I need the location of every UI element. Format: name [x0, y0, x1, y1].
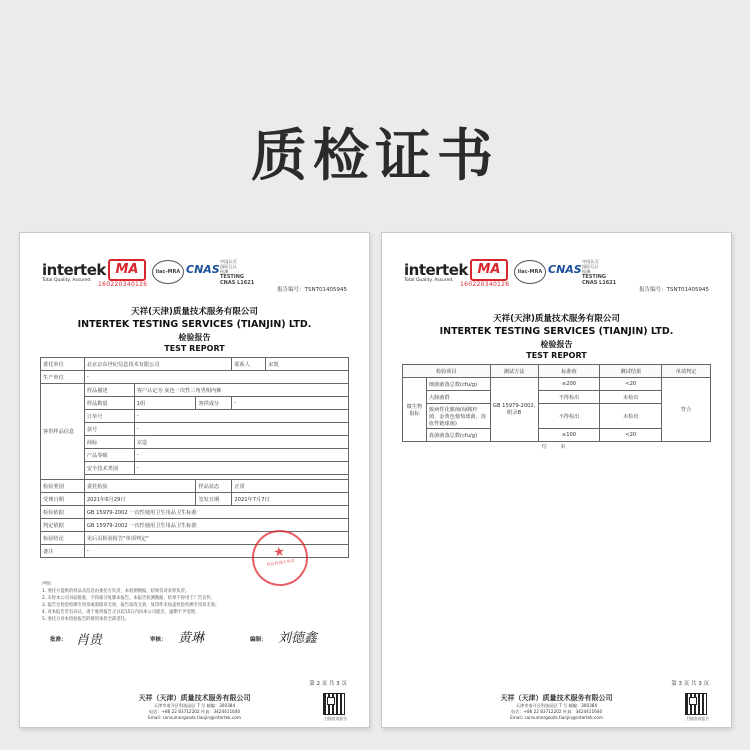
report-titles: 天祥(天津)质量技术服务有限公司 INTERTEK TESTING SERVICES (TIANJIN) LTD. 检验报告 TEST REPORT [77, 307, 312, 353]
qr-caption: 扫描查询报告 [324, 716, 347, 721]
page-heading: 质检证书 [251, 124, 499, 189]
report-notes: 声明： 1. 委托方提供的样品及信息由委托方负责，本检测数据、结果仅对来样负责。 2. 未经本公司书面批准，不得部分复制本报告。本报告检测数据、结果不得用于广告宣传。 3. 报告无检验检测专用章或骑缝章无效，报告涂改无效，复印件未加盖检验检测专用章无效。 4. 对本报告若有异议，请于收到报告之日起15日内向本公司提出，逾期不予受理。 5. 委托方对本检验报告的使用承担全部责任。 [42, 582, 220, 622]
report-titles: 天祥(天津)质量技术服务有限公司 INTERTEK TESTING SERVICES (TIANJIN) LTD. 检验报告 TEST REPORT [439, 314, 674, 360]
report-info-table: 委托单位 北京京东世纪信息技术有限公司 联系人 宋凯 生产单位 - 客供样品信息 样品描述 客户认定为 灰色一次性三角男相内裤 样品数量 1组 客供成分 - 订单号 - 款号 - 商标 京造 产品等级 - 安全技术类别 - 检验类别 委托检验 样品状态 正常 受理日期 2021年6月29日 签发日期 2021年7月7日 检验依据 GB 15979-2002 一次性使用卫生用品卫生标准 判定依据 GB 15979-2002 一次性使用卫生用品卫生标准 检验结论 见后页检验报告"单项判定" 备注 - [40, 357, 349, 558]
end-mark: 结 束 [541, 444, 572, 450]
review-signature: 黄琳 [178, 631, 205, 646]
cnas-logo: CNAS [548, 263, 582, 276]
page-number: 第 2 页 共 3 页 [309, 681, 347, 687]
report-page-2 [19, 232, 370, 728]
ma-number: 160220340126 [98, 281, 148, 288]
intertek-logo: intertek Total Quality. Assured. [404, 261, 468, 283]
ma-number: 160220340126 [460, 281, 510, 288]
qr-code-icon [685, 693, 707, 715]
cnas-text: 中国认可 国际互认 检测 TESTING CNAS L1621 [220, 259, 255, 286]
report-footer: 天祥（天津）质量技术服务有限公司 天津市南开区科技园区 7 号 邮编：300384 电话：+86 22 83712202 传真：3424411640 Email: consumergoods.tianjin@intertek.com [138, 694, 251, 720]
table-row: 细菌菌落总数(cfu/g) [426, 378, 490, 391]
prepare-label: 编制： [250, 637, 267, 643]
ma-logo: MA [470, 259, 508, 281]
inspection-stamp: ★ 检验检测专用章 [248, 526, 311, 589]
review-label: 审核： [150, 637, 167, 643]
table-row: 真菌菌落总数(cfu/g) [426, 429, 490, 442]
qr-code-icon [323, 693, 345, 715]
qr-caption: 扫描查询报告 [686, 716, 709, 721]
ilac-logo: ilac-MRA [152, 260, 184, 284]
report-number: 报告编号：TSNT01405945 [639, 287, 709, 293]
cnas-text: 中国认可 国际互认 检测 TESTING CNAS L1621 [582, 259, 617, 286]
approve-label: 批准： [50, 637, 67, 643]
cnas-logo: CNAS [186, 263, 220, 276]
prepare-signature: 刘德鑫 [278, 631, 318, 646]
group-label: 微生物指标 [403, 378, 427, 442]
approve-signature: 肖贵 [76, 633, 103, 648]
table-row: 致病性化脓菌(绿脓杆菌、金黄色葡萄球菌、溶血性链球菌) [426, 404, 490, 429]
ma-logo: MA [108, 259, 146, 281]
star-icon: ★ [272, 544, 287, 561]
test-results-table: 检验项目 测试方法 标准值 测试结果 单项判定 微生物指标 细菌菌落总数(cfu/g) GB 15979-2002,附录B ≤200 <20 符合 大肠菌群 不得检出 未检出 致病性化脓菌(绿脓杆菌、金黄色葡萄球菌、溶血性链球菌) 不得检出 未检出 真菌菌落总数(cfu/g) ≤100 <20 [402, 364, 711, 442]
report-footer: 天祥（天津）质量技术服务有限公司 天津市南开区科技园区 7 号 邮编：300384 电话：+86 22 83712202 传真：3424411640 Email: consumergoods.tianjin@intertek.com [500, 694, 613, 720]
table-row: 大肠菌群 [426, 391, 490, 404]
intertek-logo: intertek Total Quality. Assured. [42, 261, 106, 283]
page-number: 第 3 页 共 3 页 [671, 681, 709, 687]
report-page-3 [381, 232, 732, 728]
report-number: 报告编号：TSNT01405945 [277, 287, 347, 293]
ilac-logo: ilac-MRA [514, 260, 546, 284]
